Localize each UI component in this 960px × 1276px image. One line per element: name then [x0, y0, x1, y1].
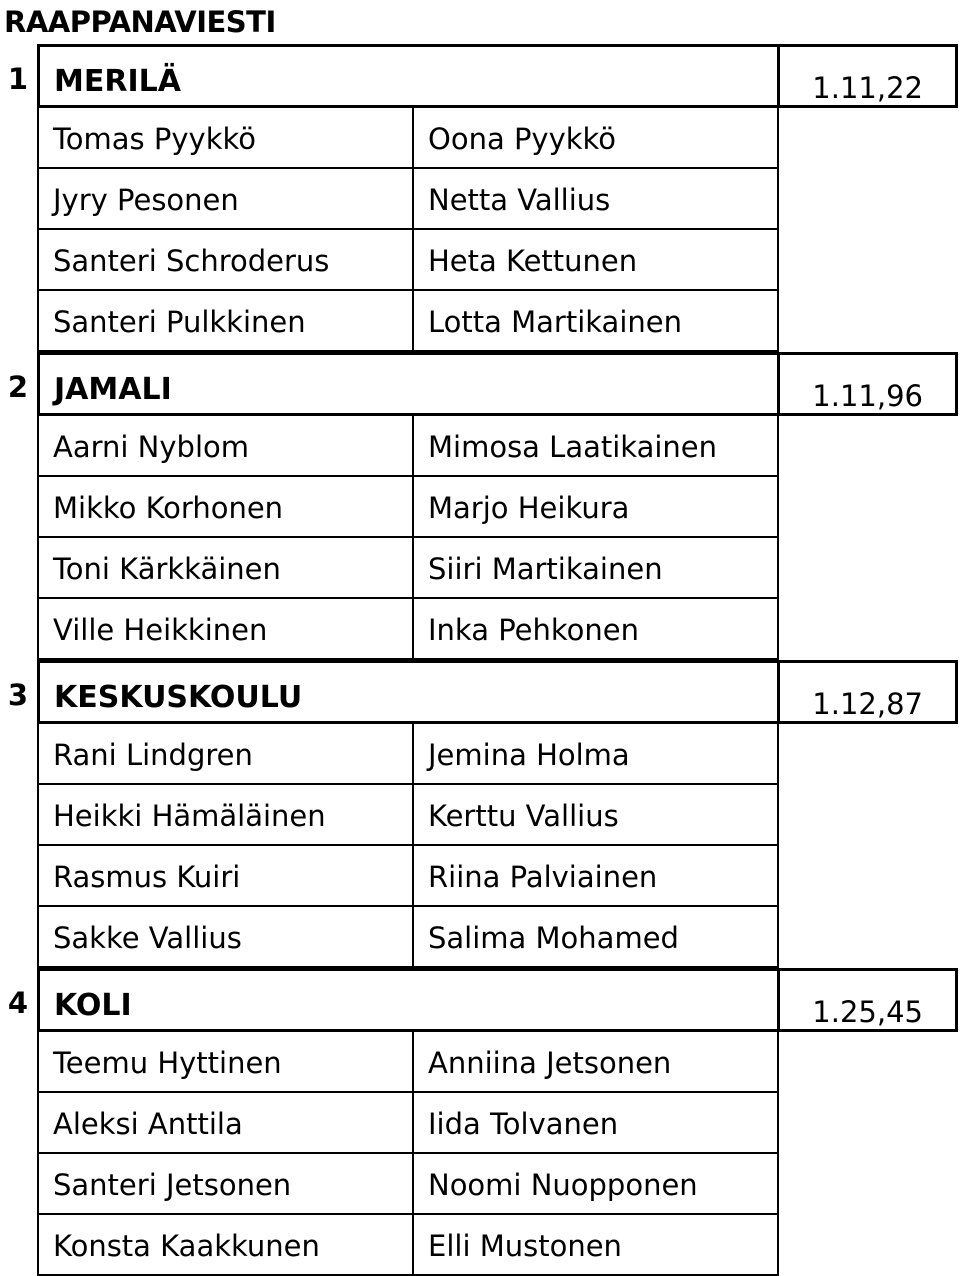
member-name: Heikki Hämäläinen: [37, 785, 412, 846]
table-row: [0, 1154, 960, 1215]
member-name: Aleksi Anttila: [37, 1093, 412, 1154]
member-name: Tomas Pyykkö: [37, 108, 412, 169]
member-name: Anniina Jetsonen: [412, 1032, 779, 1093]
team-time: 1.25,45: [777, 968, 958, 1032]
table-row: [0, 169, 960, 230]
table-row: [0, 1032, 960, 1093]
table-row: [0, 599, 960, 660]
member-name: Oona Pyykkö: [412, 108, 779, 169]
member-name: Mikko Korhonen: [37, 477, 412, 538]
member-name: Aarni Nyblom: [37, 416, 412, 477]
team-time: 1.11,22: [777, 44, 958, 108]
team-rank: 4: [7, 986, 29, 1020]
team-time: 1.12,87: [777, 660, 958, 724]
member-name: Sakke Vallius: [37, 907, 412, 968]
member-name: Teemu Hyttinen: [37, 1032, 412, 1093]
member-name: Inka Pehkonen: [412, 599, 779, 660]
table-row: [0, 416, 960, 477]
member-name: Mimosa Laatikainen: [412, 416, 779, 477]
team-time: 1.11,96: [777, 352, 958, 416]
member-name: Santeri Jetsonen: [37, 1154, 412, 1215]
team-name: MERILÄ: [37, 44, 777, 108]
member-name: Santeri Schroderus: [37, 230, 412, 291]
member-name: Marjo Heikura: [412, 477, 779, 538]
member-name: Siiri Martikainen: [412, 538, 779, 599]
member-name: Jemina Holma: [412, 724, 779, 785]
member-name: Ville Heikkinen: [37, 599, 412, 660]
member-name: Riina Palviainen: [412, 846, 779, 907]
table-row: [0, 230, 960, 291]
member-name: Santeri Pulkkinen: [37, 291, 412, 352]
team-name: KESKUSKOULU: [37, 660, 777, 724]
table-row: [0, 907, 960, 968]
member-name: Toni Kärkkäinen: [37, 538, 412, 599]
table-row: [0, 538, 960, 599]
team-header: [0, 352, 960, 416]
member-name: Lotta Martikainen: [412, 291, 779, 352]
team-rank: 1: [7, 62, 29, 96]
table-row: [0, 477, 960, 538]
member-name: Iida Tolvanen: [412, 1093, 779, 1154]
member-name: Jyry Pesonen: [37, 169, 412, 230]
member-name: Salima Mohamed: [412, 907, 779, 968]
table-row: [0, 1093, 960, 1154]
team-header: [0, 44, 960, 108]
member-name: Rasmus Kuiri: [37, 846, 412, 907]
table-row: [0, 846, 960, 907]
team-name: JAMALI: [37, 352, 777, 416]
member-name: Rani Lindgren: [37, 724, 412, 785]
member-name: Konsta Kaakkunen: [37, 1215, 412, 1276]
table-row: [0, 724, 960, 785]
team-rank: 3: [7, 678, 29, 712]
team-header: [0, 968, 960, 1032]
member-name: Heta Kettunen: [412, 230, 779, 291]
member-name: Kerttu Vallius: [412, 785, 779, 846]
results-table: [0, 44, 960, 1276]
team-rank: 2: [7, 370, 29, 404]
member-name: Netta Vallius: [412, 169, 779, 230]
document-title: RAAPPANAVIESTI: [4, 5, 276, 39]
table-row: [0, 785, 960, 846]
table-row: [0, 1215, 960, 1276]
team-name: KOLI: [37, 968, 777, 1032]
team-header: [0, 660, 960, 724]
member-name: Noomi Nuopponen: [412, 1154, 779, 1215]
table-row: [0, 291, 960, 352]
table-row: [0, 108, 960, 169]
member-name: Elli Mustonen: [412, 1215, 779, 1276]
